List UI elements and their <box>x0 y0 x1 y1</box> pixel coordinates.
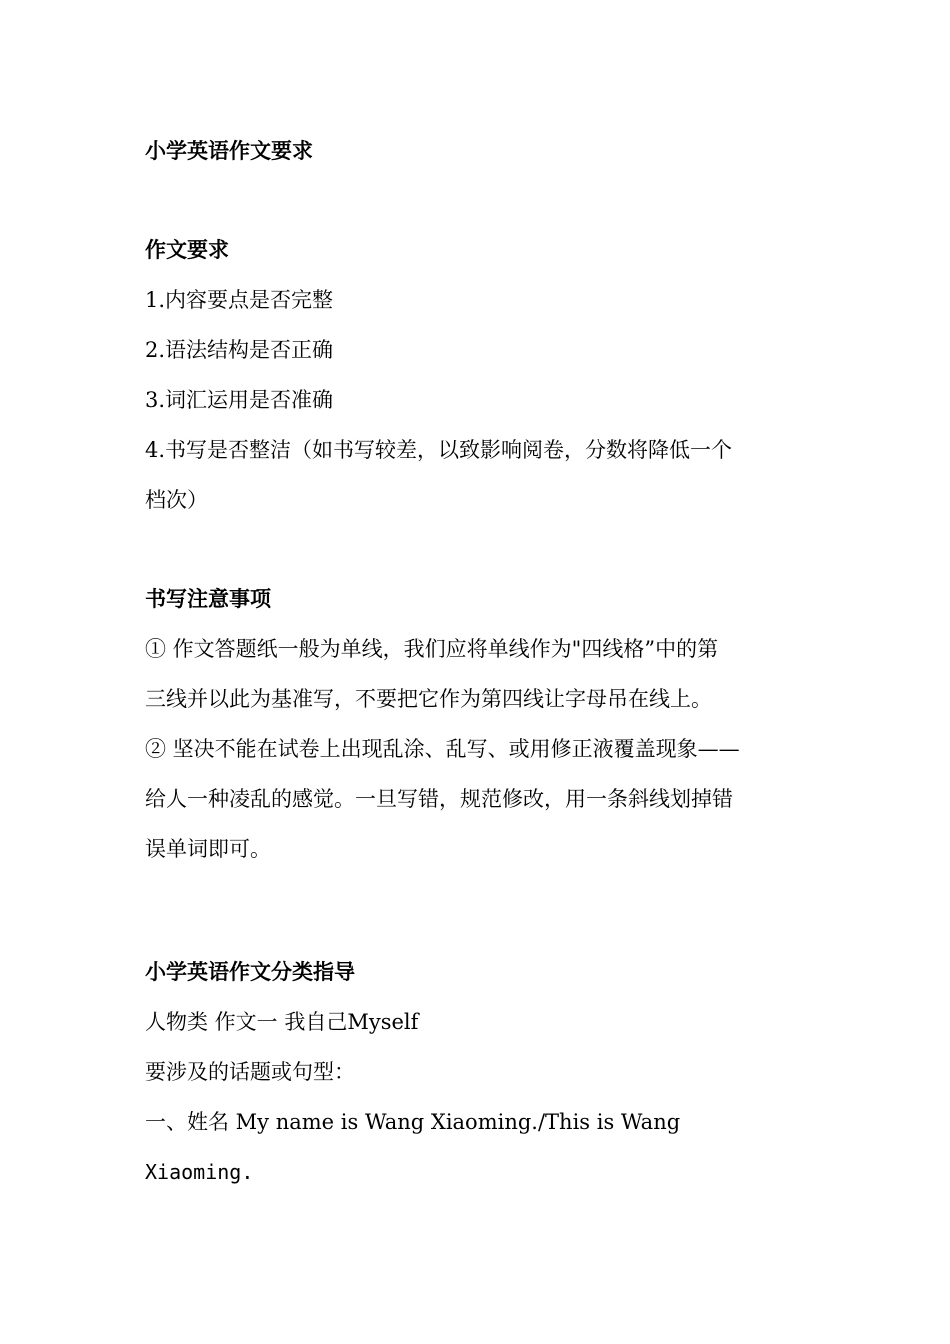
section-heading-writing-notes: 书写注意事项 <box>145 587 271 611</box>
writing-note-line-4: 给人一种凌乱的感觉。一旦写错，规范修改，用一条斜线划掉错 <box>145 787 733 811</box>
document-title: 小学英语作文要求 <box>145 139 313 163</box>
writing-note-line-5: 误单词即可。 <box>145 837 271 861</box>
writing-note-line-3: ② 坚决不能在试卷上出现乱涂、乱写、或用修正液覆盖现象—— <box>145 737 740 761</box>
writing-note-line-1: ① 作文答题纸一般为单线，我们应将单线作为"四线格”中的第 <box>145 637 719 661</box>
section-heading-classification-guide: 小学英语作文分类指导 <box>145 960 355 984</box>
requirement-item-2: 2.语法结构是否正确 <box>145 338 334 362</box>
requirement-item-4-continued: 档次） <box>145 488 208 512</box>
requirement-item-4: 4.书写是否整洁（如书写较差，以致影响阅卷，分数将降低一个 <box>145 438 733 462</box>
section-heading-requirements: 作文要求 <box>145 238 229 262</box>
requirement-item-3: 3.词汇运用是否准确 <box>145 388 334 412</box>
category-line: 人物类 作文一 我自己Myself <box>145 1010 419 1034</box>
topic-name-line-1: 一、姓名 My name is Wang Xiaoming./This is Wang <box>145 1110 681 1134</box>
topic-name-line-2: Xiaoming. <box>145 1160 254 1184</box>
requirement-item-1: 1.内容要点是否完整 <box>145 288 334 312</box>
writing-note-line-2: 三线并以此为基准写，不要把它作为第四线让字母吊在线上。 <box>145 687 712 711</box>
topics-label: 要涉及的话题或句型： <box>145 1060 355 1084</box>
